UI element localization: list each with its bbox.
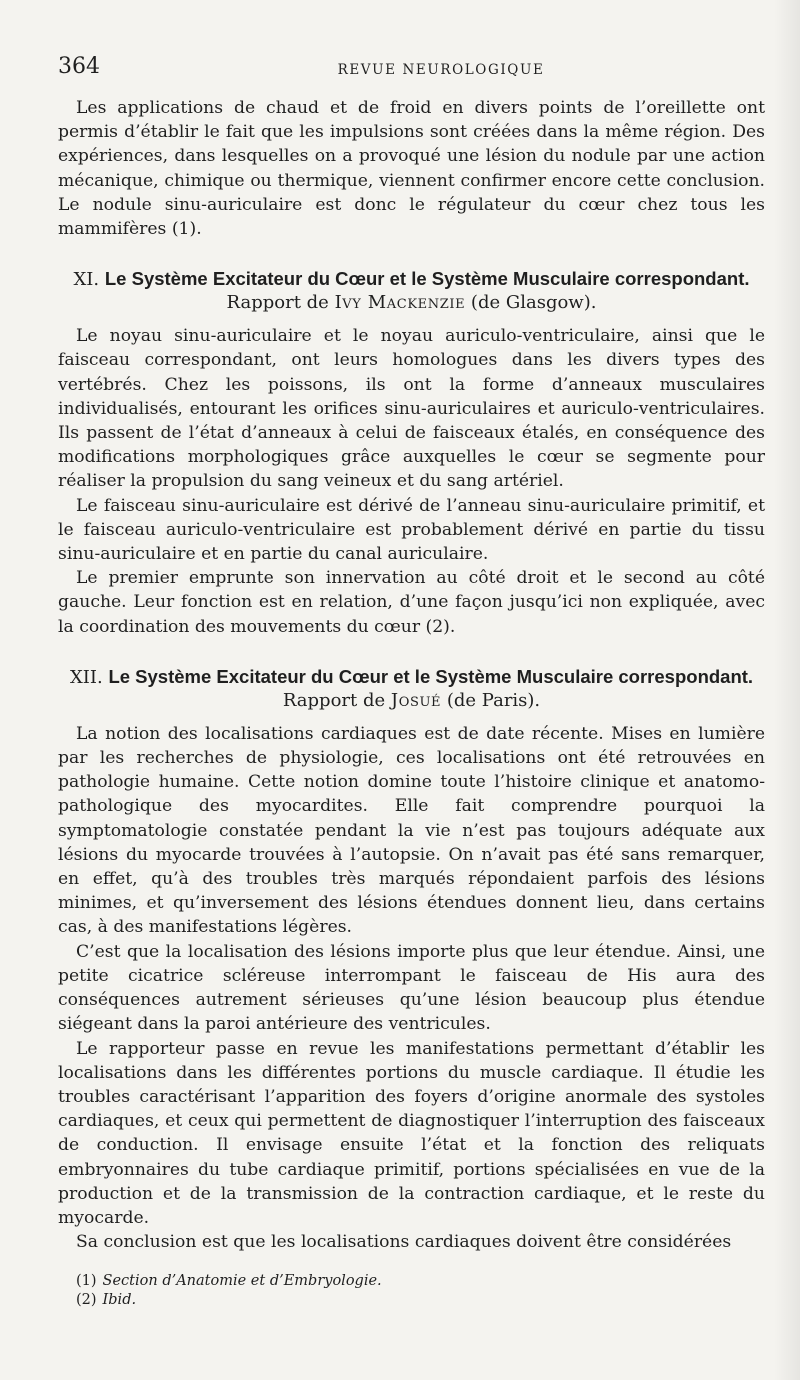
section-xi-location: (de Glasgow). [470,292,597,314]
page-number: 364 [58,54,100,79]
section-xi-number: XI. [73,269,100,291]
section-xii-location: (de Paris). [446,689,541,711]
section-xii-number: XII. [69,666,103,688]
section-xi-paragraph-1: Le noyau sinu-auriculaire et le noyau auriculo-ventriculaire, ainsi que le faisceau correspondant, ont leurs homologues dans les divers types des vertébrés. Chez les poissons, ils ont la forme d’anneaux musculaires individualisés, entourant les orifices sinu-auriculaires et auriculo-ventriculaires. Ils passent de l’état d’anneaux à celui de faisceaux étalés, en conséquence des modifications morphologiques grâce auxquelles le cœur se segmente pour réaliser la propulsion du sang veineux et du sang artériel. [58,326,765,492]
footnote [76,1291,676,1310]
section-xii [58,665,765,1254]
section-xii-rapport-prefix: Rapport de [282,689,386,711]
article-body [58,96,765,1254]
section-xi-title: Le Système Excitateur du Cœur et le Système Musculaire correspondant. [104,268,750,290]
section-xii-heading [58,665,765,712]
footnote-mark: (2) [76,1292,97,1308]
page-header [58,54,764,84]
section-xii-paragraph-1: La notion des localisations cardiaques est de date récente. Mises en lumière par les recherches de physiologie, ces localisations ont été retrouvées en pathologie humaine. Cette notion domine toute l’histoire clinique et anatomo-pathologique des myocardites. Elle fait comprendre pourquoi la symptomatologie constatée pendant la vie n’est pas toujours adéquate aux lésions du myocarde trouvées à l’autopsie. On n’avait pas été sans remarquer, en effet, qu’à des troubles très marqués répondaient parfois des lésions minimes, et qu’inversement des lésions étendues donnent lieu, dans certains cas, à des manifestations légères. [58,723,765,938]
running-title: REVUE NEUROLOGIQUE [337,62,545,78]
section-xii-paragraph-4: Sa conclusion est que les localisations cardiaques doivent être considérées [76,1232,732,1253]
section-xi [58,267,765,639]
section-xii-paragraph-2: C’est que la localisation des lésions importe plus que leur étendue. Ainsi, une petite cicatrice scléreuse interrompant le faisceau de His aura des conséquences autrement sérieuses qu’une lésion beaucoup plus étendue siégeant dans la paroi antérieure des ventricules. [58,941,765,1035]
section-xi-paragraph-3: Le premier emprunte son innervation au côté droit et le second au côté gauche. Leur fonction est en relation, d’une façon jusqu’ici non expliquée, avec la coordination des mouvements du cœur (2). [58,568,765,637]
section-xi-author: Ivy Mackenzie [334,292,466,314]
section-xii-author: Josué [390,689,442,711]
section-xi-rapport-prefix: Rapport de [226,292,329,314]
section-xi-heading [58,267,765,314]
section-xi-paragraph-2: Le faisceau sinu-auriculaire est dérivé de l’anneau sinu-auriculaire primitif, et le faisceau auriculo-ventriculaire est probablement dérivé en partie du tissu sinu-auriculaire et en partie du canal auriculaire. [58,495,765,565]
intro-paragraph: Les applications de chaud et de froid en divers points de l’oreillette ont permis d’établir le fait que les impulsions sont créées dans la même région. Des expériences, dans lesquelles on a provoqué une lésion du nodule par une action mécanique, chimique ou thermique, viennent confirmer encore cette conclusion. Le nodule sinu-auriculaire est donc le régulateur du cœur chez tous les mammifères (1). [58,98,765,240]
footnote-text: Section d’Anatomie et d’Embryologie. [102,1273,382,1289]
section-xii-paragraph-3: Le rapporteur passe en revue les manifestations permettant d’établir les localisations dans les différentes portions du muscle cardiaque. Il étudie les troubles caractérisant l’apparition des foyers d’origine anormale des systoles cardiaques, et ceux qui permettent de diagnostiquer l’interruption des faisceaux de conduction. Il envisage ensuite l’état et la fonction des reliquats embryonnaires du tube cardiaque primitif, portions spécialisées en vue de la production et de la transmission de la contraction cardiaque, et le reste du myocarde. [58,1038,765,1228]
section-xii-title: Le Système Excitateur du Cœur et le Système Musculaire correspondant. [108,665,754,687]
footnote [76,1272,676,1291]
page-edge-shadow [774,0,800,1380]
footnote-text: Ibid. [102,1292,137,1308]
footnote-mark: (1) [76,1273,97,1289]
footnotes [76,1272,676,1310]
